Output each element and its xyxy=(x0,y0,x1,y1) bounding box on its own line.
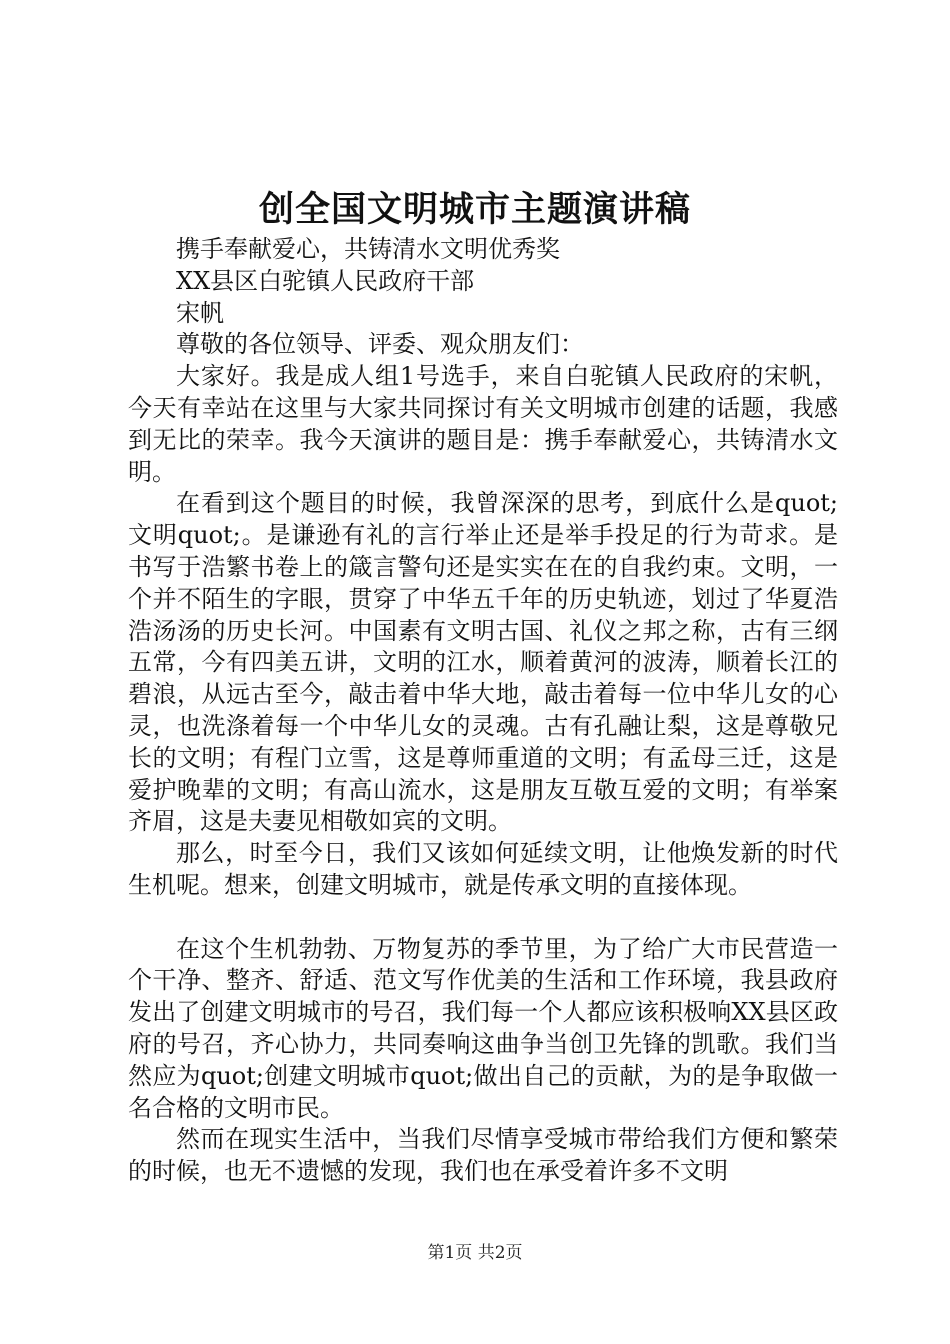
blank-line xyxy=(128,902,838,934)
speaker-name: 宋帆 xyxy=(176,298,224,327)
document-body xyxy=(128,234,838,1188)
body-paragraph: 然而在现实生活中，当我们尽情享受城市带给我们方便和繁荣的时候，也无不遗憾的发现，我们也在承受着许多不文明 xyxy=(128,1125,838,1186)
speaker-affiliation: XX县区白驼镇人民政府干部 xyxy=(176,266,475,295)
body-paragraph: 在看到这个题目的时候，我曾深深的思考，到底什么是quot;文明quot;。是谦逊有礼的言行举止还是举手投足的行为苛求。是书写于浩繁书卷上的箴言警句还是实实在在的自我约束。文明，一个并不陌生的字眼，贯穿了中华五千年的历史轨迹，划过了华夏浩浩汤汤的历史长河。中国素有文明古国、礼仪之邦之称，古有三纲五常，今有四美五讲，文明的江水，顺着黄河的波涛，顺着长江的碧浪，从远古至今，敲击着中华大地，敲击着每一位中华儿女的心灵，也洗涤着每一个中华儿女的灵魂。古有孔融让梨，这是尊敬兄长的文明；有程门立雪，这是尊师重道的文明；有孟母三迁，这是爱护晚辈的文明；有高山流水，这是朋友互敬互爱的文明；有举案齐眉，这是夫妻见相敬如宾的文明。 xyxy=(128,489,838,836)
body-paragraph: 大家好。我是成人组1号选手，来自白驼镇人民政府的宋帆，今天有幸站在这里与大家共同探讨有关文明城市创建的话题，我感到无比的荣幸。我今天演讲的题目是：携手奉献爱心，共铸清水文明。 xyxy=(128,362,838,486)
salutation: 尊敬的各位领导、评委、观众朋友们： xyxy=(176,330,584,359)
body-paragraph: 那么，时至今日，我们又该如何延续文明，让他焕发新的时代生机呢。想来，创建文明城市，就是传承文明的直接体现。 xyxy=(128,839,838,899)
body-paragraph: 在这个生机勃勃、万物复苏的季节里，为了给广大市民营造一个干净、整齐、舒适、范文写作优美的生活和工作环境，我县政府发出了创建文明城市的号召，我们每一个人都应该积极响XX县区政府的号召，齐心协力，共同奏响这曲争当创卫先锋的凯歌。我们当然应为quot;创建文明城市quot;做出自己的贡献，为的是争取做一名合格的文明市民。 xyxy=(128,934,838,1122)
award-line: 携手奉献爱心，共铸清水文明优秀奖 xyxy=(176,235,560,263)
page-footer: 第1页 共2页 xyxy=(427,1243,523,1263)
document-title: 创全国文明城市主题演讲稿 xyxy=(258,189,691,230)
